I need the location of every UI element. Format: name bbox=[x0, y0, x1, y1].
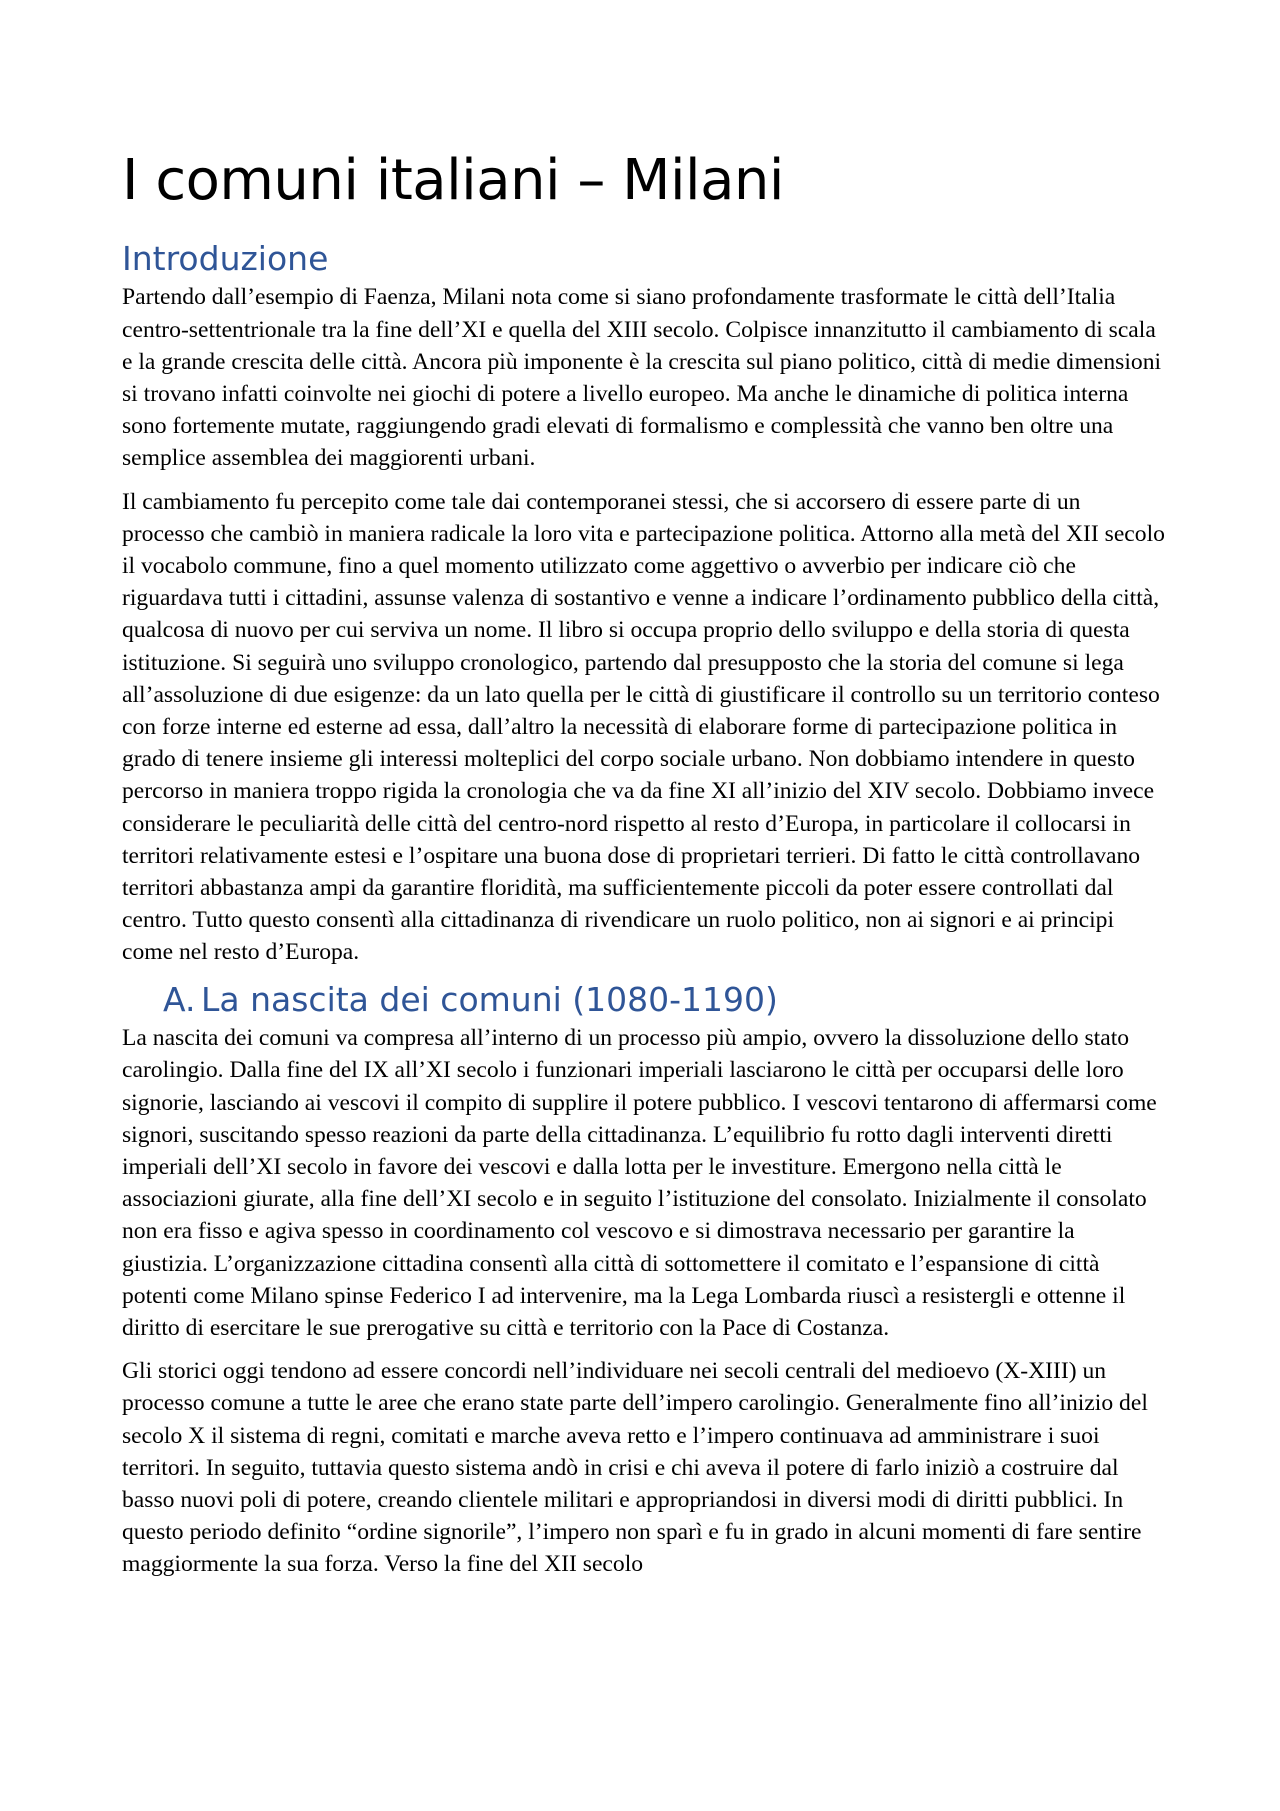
document-page bbox=[122, 150, 1166, 1592]
paragraph: Gli storici oggi tendono ad essere concordi nell’individuare nei secoli centrali del medioevo (X-XIII) un processo comune a tutte le aree che erano state parte dell’impero carolingio. Generalmente fino all’inizio del secolo X il sistema di regni, comitati e marche aveva retto e l’impero continuava ad amministrare i suoi territori. In seguito, tuttavia questo sistema andò in crisi e chi aveva il potere di farlo iniziò a costruire dal basso nuovi poli di potere, creando clientele militari e appropriandosi in diversi modi di diritti pubblici. In questo periodo definito “ordine signorile”, l’impero non sparì e fu in grado in alcuni momenti di fare sentire maggiormente la sua forza. Verso la fine del XII secolo bbox=[122, 1358, 1148, 1578]
paragraph: Partendo dall’esempio di Faenza, Milani nota come si siano profondamente trasformate le città dell’Italia centro-settentrionale tra la fine dell’XI e quella del XIII secolo. Colpisce innanzitutto il cambiamento di scala e la grande crescita delle città. Ancora più imponente è la crescita sul piano politico, città di medie dimensioni si trovano infatti coinvolte nei giochi di potere a livello europeo. Ma anche le dinamiche di politica interna sono fortemente mutate, raggiungendo gradi elevati di formalismo e complessità che vanno ben oltre una semplice assemblea dei maggiorenti urbani. bbox=[122, 284, 1162, 472]
paragraph: Il cambiamento fu percepito come tale dai contemporanei stessi, che si accorsero di essere parte di un processo che cambiò in maniera radicale la loro vita e partecipazione politica. Attorno alla metà del XII secolo il vocabolo commune, fino a quel momento utilizzato come aggettivo o avverbio per indicare ciò che riguardava tutti i cittadini, assunse valenza di sostantivo e venne a indicare l’ordinamento pubblico della città, qualcosa di nuovo per cui serviva un nome. Il libro si occupa proprio dello sviluppo e della storia di questa istituzione. Si seguirà uno sviluppo cronologico, partendo dal presupposto che la storia del comune si lega all’assoluzione di due esigenze: da un lato quella per le città di giustificare il controllo su un territorio conteso con forze interne ed esterne ad essa, dall’altro la necessità di elaborare forme di partecipazione politica in grado di tenere insieme gli interessi molteplici del corpo sociale urbano. Non dobbiamo intendere in questo percorso in maniera troppo rigida la cronologia che va da fine XI all’inizio del XIV secolo. Dobbiamo invece considerare le peculiarità delle città del centro-nord rispetto al resto d’Europa, in particolare il collocarsi in territori relativamente estesi e l’ospitare una buona dose di proprietari terrieri. Di fatto le città controllavano territori abbastanza ampi da garantire floridità, ma sufficientemente piccoli da poter essere controllati dal centro. Tutto questo consentì alla cittadinanza di rivendicare un ruolo politico, non ai signori e ai principi come nel resto d’Europa. bbox=[122, 488, 1165, 966]
list-marker: A. bbox=[163, 979, 196, 1019]
section-heading: Introduzione bbox=[122, 238, 329, 278]
section-heading-text: La nascita dei comuni (1080-1190) bbox=[201, 979, 778, 1019]
section-heading bbox=[163, 980, 1166, 1020]
section-nascita-dei-comuni bbox=[122, 980, 1166, 1581]
paragraph: La nascita dei comuni va compresa all’interno di un processo più ampio, ovvero la dissoluzione dello stato carolingio. Dalla fine del IX all’XI secolo i funzionari imperiali lasciarono le città per occuparsi delle loro signorie, lasciando ai vescovi il compito di supplire il potere pubblico. I vescovi tentarono di affermarsi come signori, suscitando spesso reazioni da parte della cittadinanza. L’equilibrio fu rotto dagli interventi diretti imperiali dell’XI secolo in favore dei vescovi e dalla lotta per le investiture. Emergono nella città le associazioni giurate, alla fine dell’XI secolo e in seguito l’istituzione del consolato. Inizialmente il consolato non era fisso e agiva spesso in coordinamento col vescovo e si dimostrava necessario per garantire la giustizia. L’organizzazione cittadina consentì alla città di sottomettere il comitato e l’espansione di città potenti come Milano spinse Federico I ad intervenire, ma la Lega Lombarda riuscì a resistergli e ottenne il diritto di esercitare le sue prerogative su città e territorio con la Pace di Costanza. bbox=[122, 1025, 1157, 1341]
section-introduzione bbox=[122, 239, 1166, 969]
document-title: I comuni italiani – Milani bbox=[122, 148, 784, 213]
